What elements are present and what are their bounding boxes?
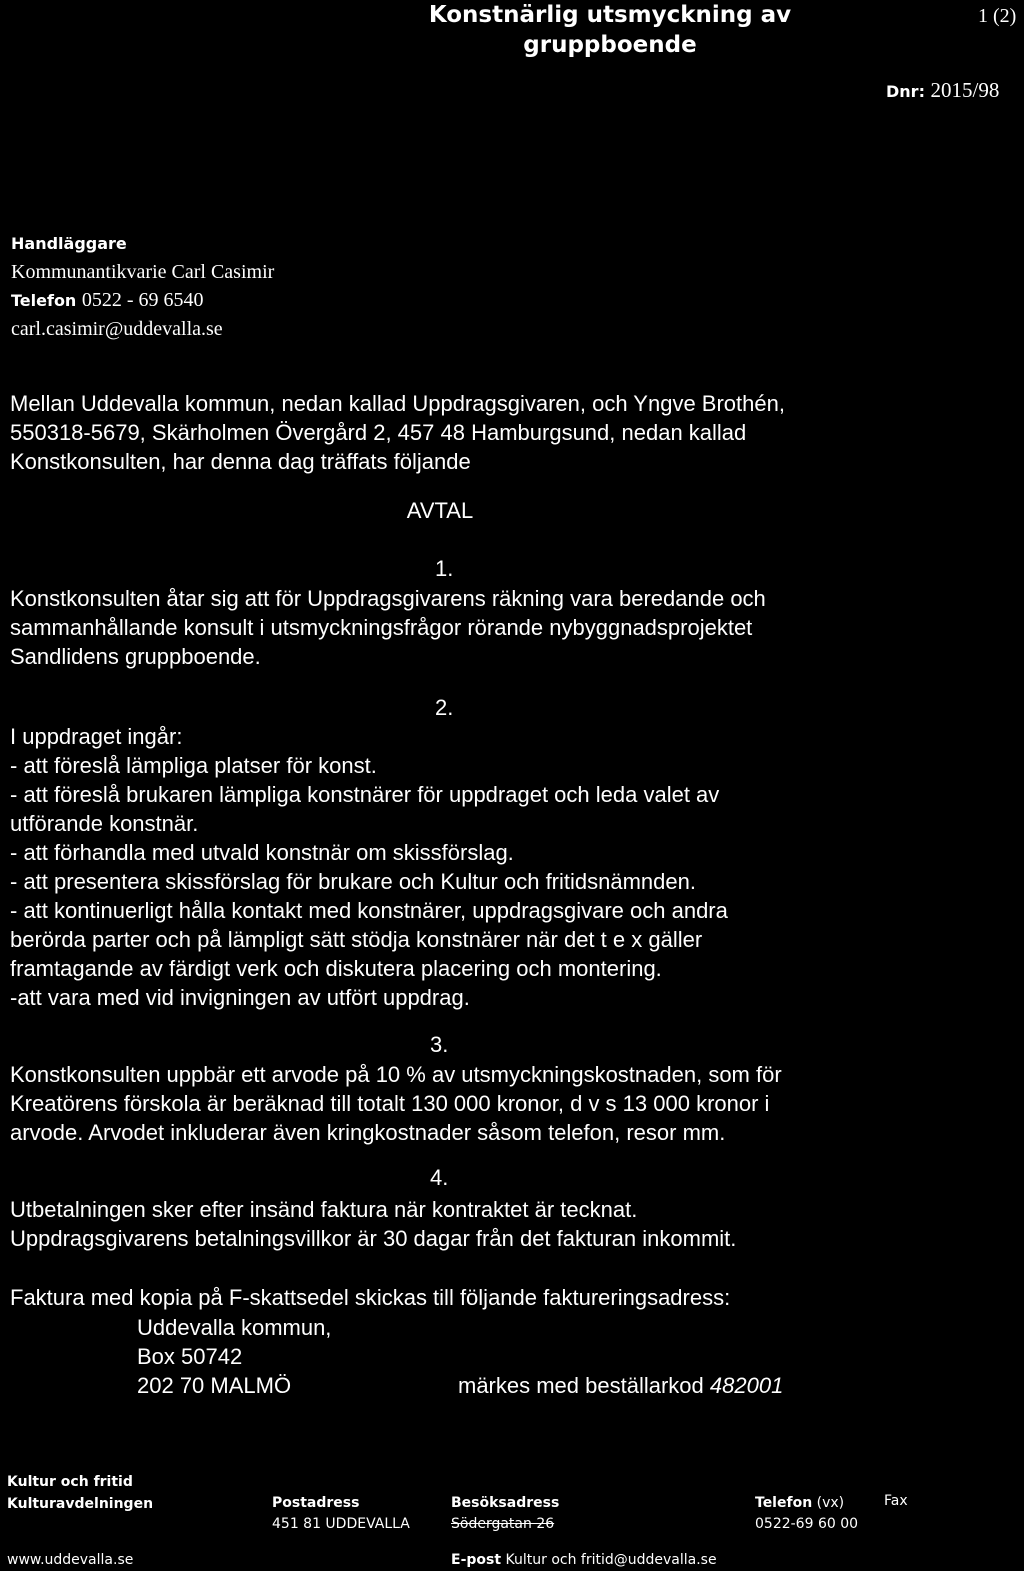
order-code: [458, 1371, 783, 1400]
case-officer-block: [11, 230, 274, 343]
intro-line: Konstkonsulten, har denna dag träffats följande: [10, 449, 471, 474]
section-line: framtagande av färdigt verk och diskutera placering och montering.: [10, 956, 662, 981]
section-line: - att föreslå lämpliga platser för konst.: [10, 753, 377, 778]
section-line: arvode. Arvodet inkluderar även kringkostnader såsom telefon, resor mm.: [10, 1120, 726, 1145]
section-line: - att föreslå brukaren lämpliga konstnärer för uppdraget och leda valet av: [10, 782, 720, 807]
section-line: Utbetalningen sker efter insänd faktura när kontraktet är tecknat.: [10, 1197, 638, 1222]
section-number: 2.: [435, 695, 454, 720]
footer-visit: [451, 1493, 559, 1535]
postal-value: 451 81 UDDEVALLA: [272, 1516, 410, 1532]
section-3: [10, 1060, 782, 1147]
page-number: 1 (2): [978, 5, 1017, 27]
dnr-value: 2015/98: [930, 78, 1000, 102]
invoice-intro: Faktura med kopia på F-skattsedel skickas till följande faktureringsadress:: [10, 1285, 731, 1310]
footer-org1: Kultur och fritid: [7, 1474, 133, 1490]
footer-phone: [755, 1493, 858, 1535]
agreement-title: AVTAL: [406, 498, 474, 523]
section-2: [10, 722, 728, 1012]
section-1: [10, 584, 766, 671]
section-number: 3.: [430, 1032, 449, 1057]
dnr-label: Dnr:: [886, 82, 925, 101]
visit-label: Besöksadress: [451, 1495, 560, 1511]
footer-email: [451, 1552, 717, 1568]
address-line: 202 70 MALMÖ: [137, 1373, 292, 1398]
case-officer-name: Kommunantikvarie Carl Casimir: [11, 261, 275, 283]
footer-postal: [272, 1493, 410, 1535]
section-line: -att vara med vid invigningen av utfört uppdrag.: [10, 985, 470, 1010]
invoice-address: [137, 1313, 331, 1400]
section-line: utförande konstnär.: [10, 811, 199, 836]
footer-phone-suffix: (vx): [816, 1495, 845, 1511]
section-line: - att kontinuerligt hålla kontakt med konstnärer, uppdragsgivare och andra: [10, 898, 728, 923]
footer-website: www.uddevalla.se: [7, 1552, 134, 1568]
section-line: Sandlidens gruppboende.: [10, 644, 261, 669]
section-line: - att presentera skissförslag för brukare och Kultur och fritidsnämnden.: [10, 869, 696, 894]
section-line: Konstkonsulten uppbär ett arvode på 10 % av utsmyckningskostnaden, som för: [10, 1062, 782, 1087]
document-title: Konstnärlig utsmyckning av gruppboende: [428, 2, 792, 58]
diarienummer: [886, 78, 999, 103]
section-line: Konstkonsulten åtar sig att för Uppdragsgivarens räkning vara beredande och: [10, 586, 766, 611]
order-code-text: märkes med beställarkod: [458, 1373, 704, 1398]
section-line: Kreatörens förskola är beräknad till totalt 130 000 kronor, d v s 13 000 kronor i: [10, 1091, 770, 1116]
order-code-value: 482001: [709, 1373, 784, 1398]
address-line: Uddevalla kommun,: [137, 1315, 332, 1340]
footer-phone-label: Telefon: [755, 1495, 813, 1511]
email-value: Kultur och fritid@uddevalla.se: [505, 1552, 717, 1568]
section-line: I uppdraget ingår:: [10, 724, 183, 749]
case-officer-label: Handläggare: [11, 234, 127, 253]
phone-label: Telefon: [11, 291, 77, 310]
footer-org: [7, 1471, 153, 1515]
postal-label: Postadress: [272, 1495, 360, 1511]
footer-fax-label: Fax: [884, 1493, 908, 1509]
email-value: carl.casimir@uddevalla.se: [11, 318, 223, 340]
phone-value: 0522 - 69 6540: [81, 289, 204, 311]
section-line: sammanhållande konsult i utsmyckningsfrågor rörande nybyggnadsprojektet: [10, 615, 753, 640]
section-number: 1.: [435, 556, 454, 581]
section-line: - att förhandla med utvald konstnär om skissförslag.: [10, 840, 514, 865]
section-line: berörda parter och på lämpligt sätt stödja konstnärer när det t e x gäller: [10, 927, 703, 952]
intro-paragraph: [10, 389, 785, 476]
visit-value: Södergatan 26: [451, 1516, 555, 1532]
section-line: Uppdragsgivarens betalningsvillkor är 30 dagar från det fakturan inkommit.: [10, 1226, 737, 1251]
intro-line: Mellan Uddevalla kommun, nedan kallad Uppdragsgivaren, och Yngve Brothén,: [10, 391, 785, 416]
section-4: [10, 1195, 736, 1253]
address-line: Box 50742: [137, 1344, 243, 1369]
footer-phone-value: 0522-69 60 00: [755, 1516, 859, 1532]
footer-org2: Kulturavdelningen: [7, 1496, 154, 1512]
section-number: 4.: [430, 1165, 449, 1190]
intro-line: 550318-5679, Skärholmen Övergård 2, 457 48 Hamburgsund, nedan kallad: [10, 420, 747, 445]
email-label: E-post: [451, 1552, 502, 1568]
